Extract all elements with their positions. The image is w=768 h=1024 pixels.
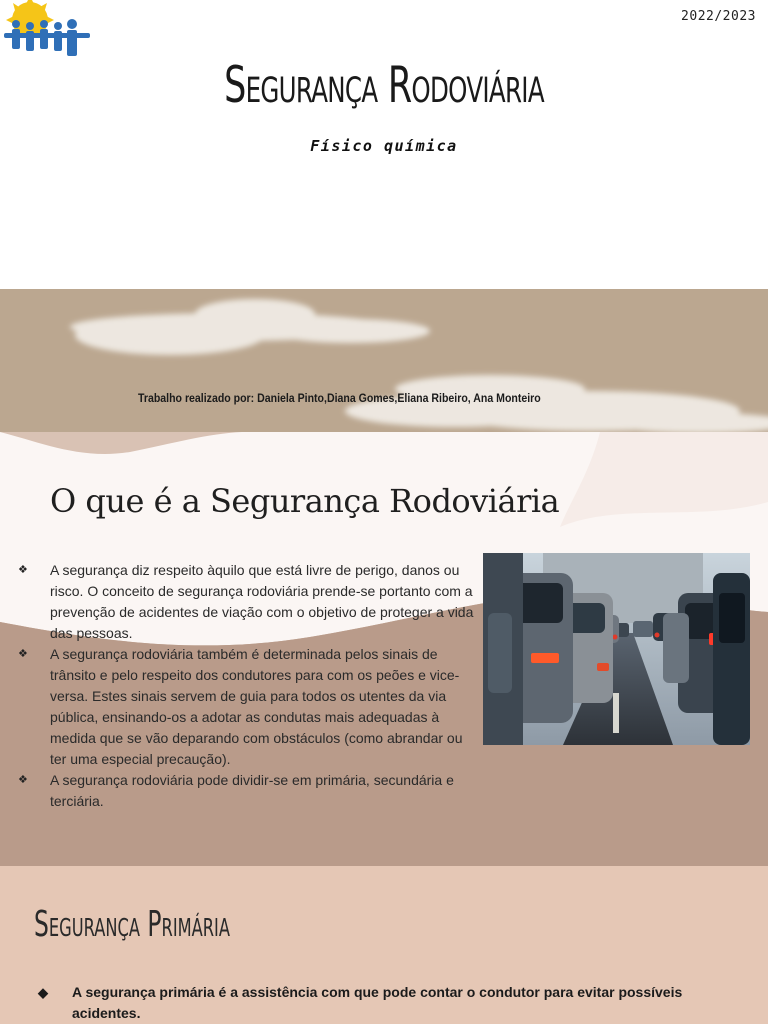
primary-safety-slide [0, 866, 768, 1024]
title-slide [0, 0, 768, 432]
clouds-illustration [0, 289, 768, 432]
diamond-bullet-icon: ❖ [18, 774, 28, 786]
bullet-text: A segurança rodoviária pode dividir-se em primária, secundária e terciária. [50, 772, 454, 809]
bullet-text: A segurança rodoviária também é determinada pelos sinais de trânsito e pelo respeito dos condutores para com os peões e vice-versa. Estes sinais servem de guia para todos os utentes da via pública, ensinando-os a adotar as condutas mais adequadas à medida que se vão deparando com obstáculos (como abrandar ou ter uma especial precaução). [50, 646, 463, 767]
diamond-bullet-icon: ◆ [38, 985, 48, 1000]
sun-children-logo-icon [0, 0, 96, 66]
slide-title: O que é a Segurança Rodoviária [50, 482, 560, 520]
school-year: 2022/2023 [681, 9, 756, 24]
bullet-list [18, 560, 480, 812]
diamond-bullet-icon: ❖ [18, 564, 28, 576]
list-item [18, 644, 480, 770]
list-item [38, 982, 698, 1024]
page-subtitle: Físico química [310, 137, 458, 155]
bullet-list [38, 982, 698, 1024]
diamond-bullet-icon: ❖ [18, 648, 28, 660]
list-item [18, 560, 480, 644]
traffic-jam-photo [483, 553, 750, 745]
page-title: Segurança Rodoviária [224, 56, 544, 114]
authors-line: Trabalho realizado por: Daniela Pinto,Diana Gomes,Eliana Ribeiro, Ana Monteiro [138, 391, 541, 405]
bullet-text: A segurança primária é a assistência com que pode contar o condutor para evitar possíveis acidentes. [72, 984, 683, 1021]
slide-title: Segurança Primária [34, 904, 230, 945]
sky-banner [0, 289, 768, 432]
bullet-text: A segurança diz respeito àquilo que está livre de perigo, danos ou risco. O conceito de segurança rodoviária prende-se portanto com a prevenção de acidentes de viação com o objetivo de proteger a vida das pessoas. [50, 562, 474, 641]
intro-slide [0, 432, 768, 866]
list-item [18, 770, 480, 812]
